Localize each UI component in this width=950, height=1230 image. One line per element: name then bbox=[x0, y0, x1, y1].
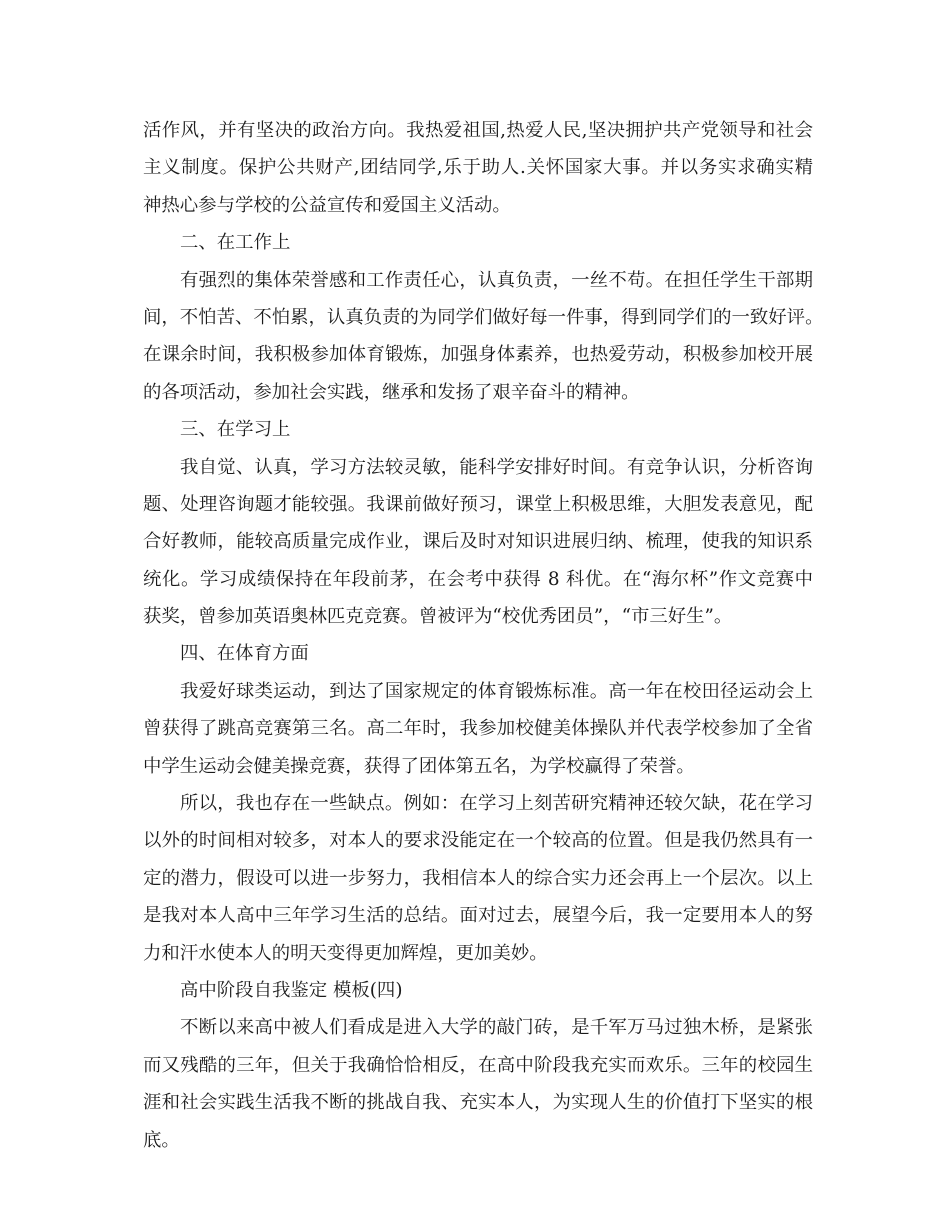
text-line: 统化。学习成绩保持在年段前茅，在会考中获得 8 科优。在“海尔杯”作文竞赛中 bbox=[143, 568, 813, 590]
text-line: 的各项活动，参加社会实践，继承和发扬了艰辛奋斗的精神。 bbox=[143, 381, 640, 403]
text-line: 合好教师，能较高质量完成作业，课后及时对知识进展归纳、梳理，使我的知识系 bbox=[143, 531, 813, 553]
text-line: 而又残酷的三年，但关于我确恰恰相反，在高中阶段我充实而欢乐。三年的校园生 bbox=[143, 1054, 813, 1076]
text-line: 获奖，曾参加英语奥林匹克竞赛。曾被评为“校优秀团员”，“市三好生”。 bbox=[143, 606, 733, 628]
text-line: 四、在体育方面 bbox=[180, 643, 309, 665]
text-line: 有强烈的集体荣誉感和工作责任心，认真负责，一丝不苟。在担任学生干部期 bbox=[180, 269, 813, 291]
text-line: 所以，我也存在一些缺点。例如：在学习上刻苦研究精神还较欠缺，花在学习 bbox=[180, 793, 813, 815]
text-line: 间，不怕苦、不怕累，认真负责的为同学们做好每一件事，得到同学们的一致好评。 bbox=[143, 306, 824, 328]
text-line: 高中阶段自我鉴定 模板(四) bbox=[180, 979, 403, 1001]
text-line: 以外的时间相对较多，对本人的要求没能定在一个较高的位置。但是我仍然具有一 bbox=[143, 830, 813, 852]
text-line: 是我对本人高中三年学习生活的总结。面对过去，展望今后，我一定要用本人的努 bbox=[143, 905, 813, 927]
text-line: 定的潜力，假设可以进一步努力，我相信本人的综合实力还会再上一个层次。以上 bbox=[143, 867, 813, 889]
document-body bbox=[143, 112, 824, 1159]
text-line: 三、在学习上 bbox=[180, 419, 291, 441]
text-line: 主义制度。保护公共财产,团结同学,乐于助人.关怀国家大事。并以务实求确实精 bbox=[143, 157, 813, 179]
text-line: 二、在工作上 bbox=[180, 232, 291, 254]
text-line: 题、处理咨询题才能较强。我课前做好预习，课堂上积极思维，大胆发表意见，配 bbox=[143, 493, 813, 515]
text-line: 涯和社会实践生活我不断的挑战自我、充实本人，为实现人生的价值打下坚实的根 bbox=[143, 1092, 813, 1114]
text-line: 曾获得了跳高竞赛第三名。高二年时，我参加校健美体操队并代表学校参加了全省 bbox=[143, 718, 813, 740]
text-line: 我自觉、认真，学习方法较灵敏，能科学安排好时间。有竞争认识，分析咨询 bbox=[180, 456, 813, 478]
text-line: 活作风，并有坚决的政治方向。我热爱祖国,热爱人民,坚决拥护共产党领导和社会 bbox=[143, 120, 813, 141]
text-line: 我爱好球类运动，到达了国家规定的体育锻炼标准。高一年在校田径运动会上 bbox=[180, 680, 813, 702]
text-line: 不断以来高中被人们看成是进入大学的敲门砖，是千军万马过独木桥，是紧张 bbox=[180, 1017, 813, 1039]
text-line: 底。 bbox=[143, 1129, 180, 1151]
text-line: 神热心参与学校的公益宣传和爱国主义活动。 bbox=[143, 194, 511, 216]
text-line: 力和汗水使本人的明天变得更加辉煌，更加美妙。 bbox=[143, 942, 548, 964]
text-line: 中学生运动会健美操竞赛，获得了团体第五名，为学校赢得了荣誉。 bbox=[143, 755, 695, 777]
text-line: 在课余时间，我积极参加体育锻炼，加强身体素养，也热爱劳动，积极参加校开展 bbox=[143, 344, 813, 366]
